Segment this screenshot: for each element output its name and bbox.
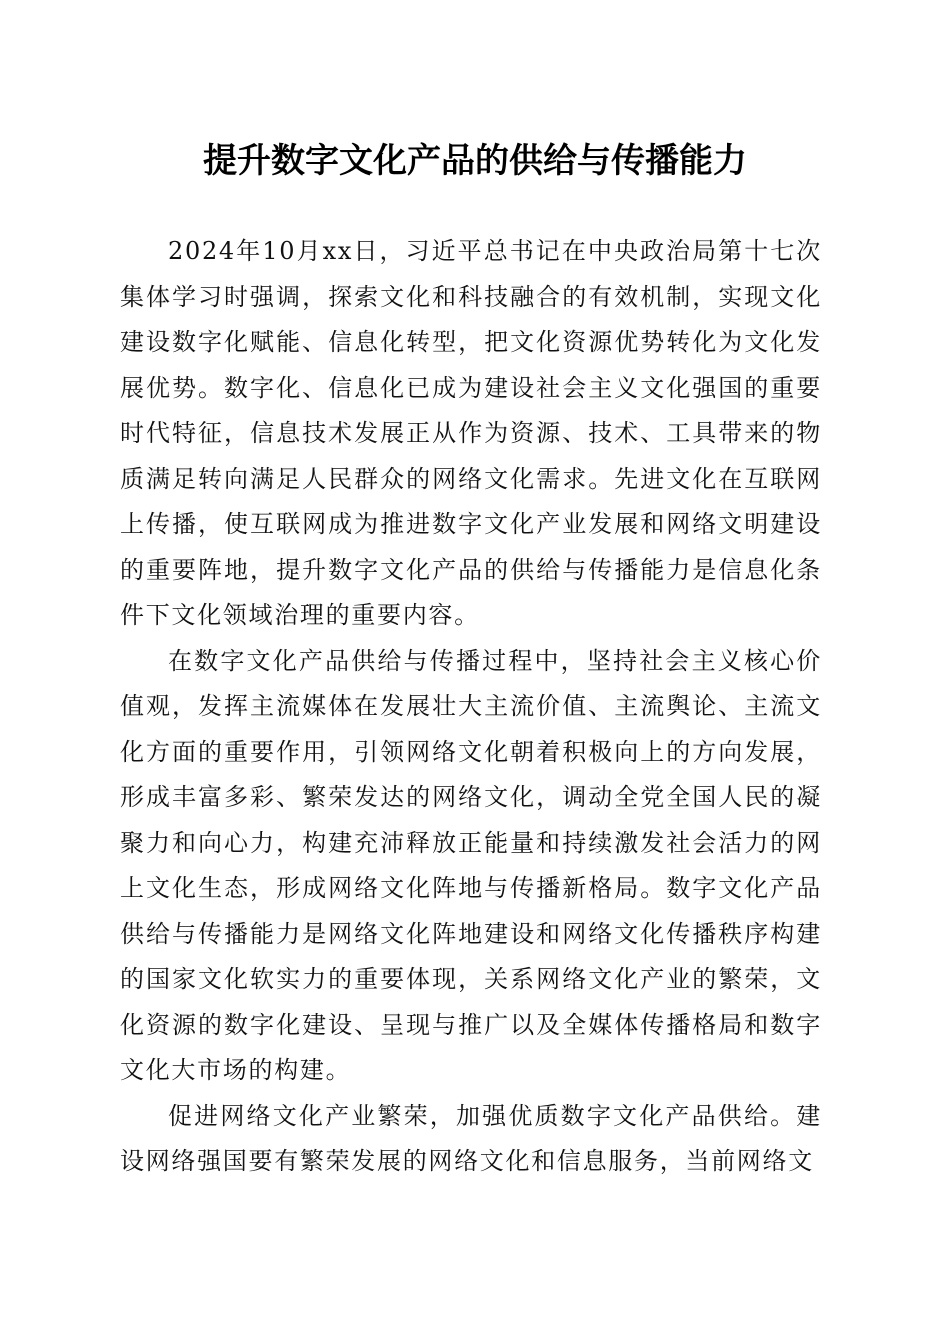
- document-body: [120, 229, 822, 1185]
- paragraph-1: 2024年10月xx日，习近平总书记在中央政治局第十七次集体学习时强调，探索文化和科技融合的有效机制，实现文化建设数字化赋能、信息化转型，把文化资源优势转化为文化发展优势。数字化、信息化已成为建设社会主义文化强国的重要时代特征，信息技术发展正从作为资源、技术、工具带来的物质满足转向满足人民群众的网络文化需求。先进文化在互联网上传播，使互联网成为推进数字文化产业发展和网络文明建设的重要阵地，提升数字文化产品的供给与传播能力是信息化条件下文化领域治理的重要内容。: [120, 237, 822, 629]
- paragraph-3: 促进网络文化产业繁荣，加强优质数字文化产品供给。建设网络强国要有繁荣发展的网络文化和信息服务，当前网络文: [120, 1101, 822, 1175]
- paragraph-2: 在数字文化产品供给与传播过程中，坚持社会主义核心价值观，发挥主流媒体在发展壮大主流价值、主流舆论、主流文化方面的重要作用，引领网络文化朝着积极向上的方向发展，形成丰富多彩、繁荣发达的网络文化，调动全党全国人民的凝聚力和向心力，构建充沛释放正能量和持续激发社会活力的网上文化生态，形成网络文化阵地与传播新格局。数字文化产品供给与传播能力是网络文化阵地建设和网络文化传播秩序构建的国家文化软实力的重要体现，关系网络文化产业的繁荣，文化资源的数字化建设、呈现与推广以及全媒体传播格局和数字文化大市场的构建。: [120, 646, 822, 1084]
- document-title: 提升数字文化产品的供给与传播能力: [203, 141, 747, 181]
